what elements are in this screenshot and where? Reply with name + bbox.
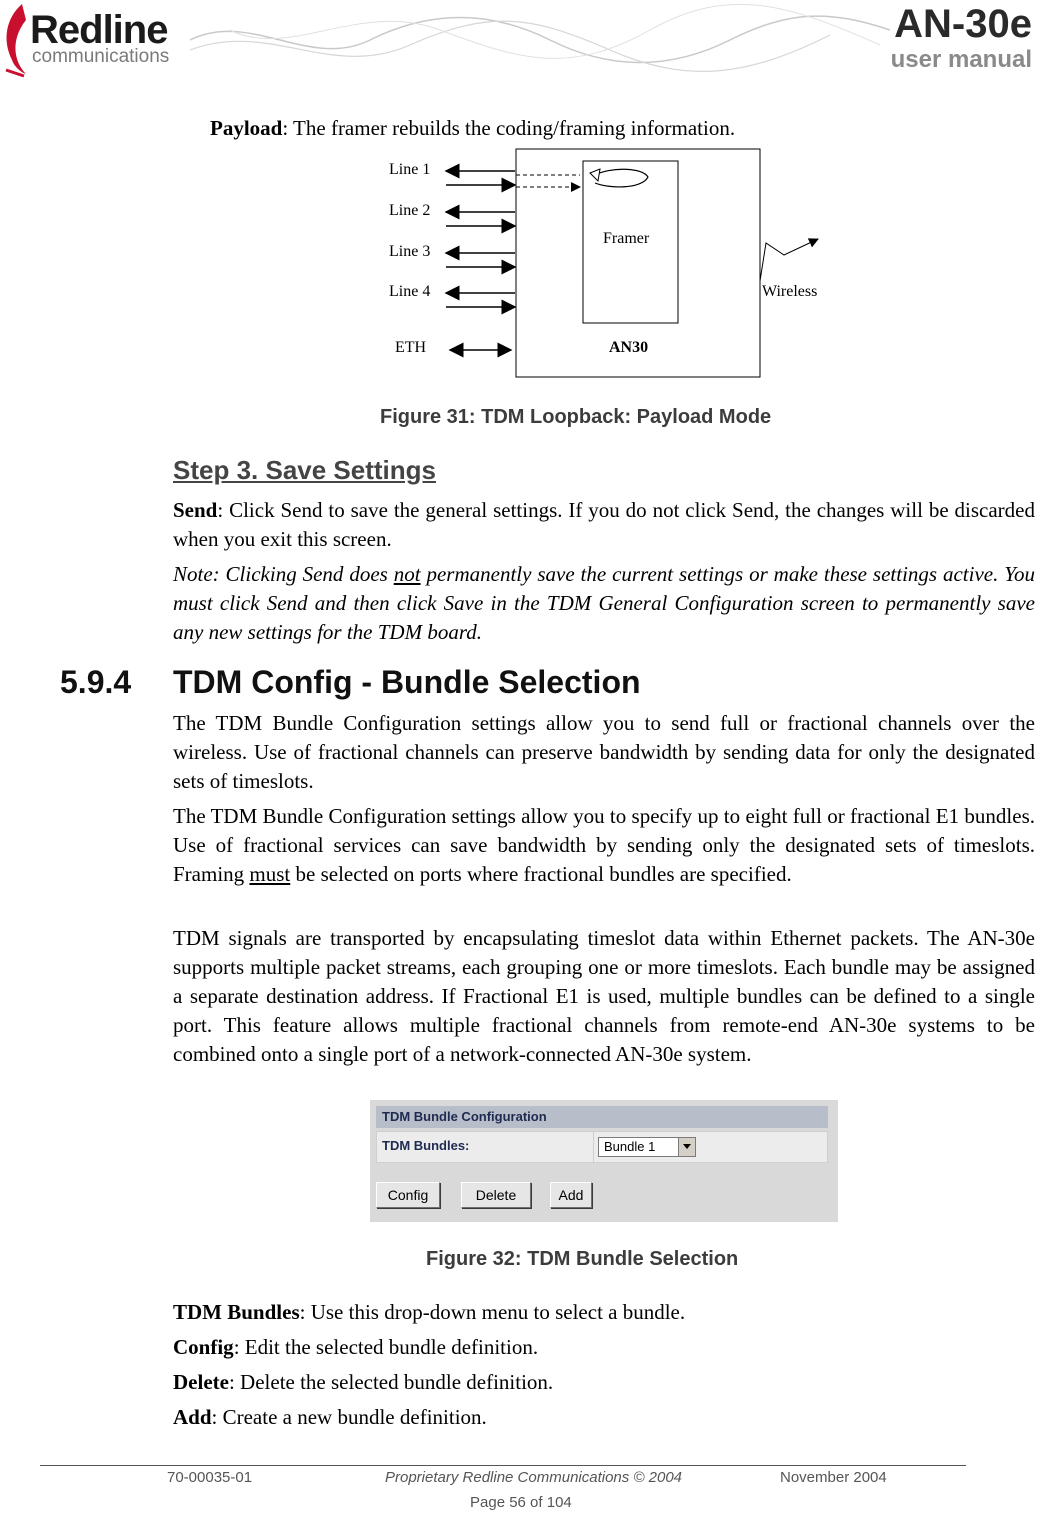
section-paragraph-1: The TDM Bundle Configuration settings allow you to send full or fractional channels over the wireless. Use of fractional channels can preserve bandwidth by sending data for only the designated sets of timeslots. [173,711,1035,793]
def-term: TDM Bundles [173,1300,300,1324]
def-term: Delete [173,1370,229,1394]
def-text: : Delete the selected bundle definition. [228,1370,554,1394]
def-text: : Use this drop-down menu to select a bundle. [299,1300,686,1324]
loopback-diagram [380,145,840,385]
footer-copyright-text: Proprietary Redline Communications © 2004 [385,1469,683,1486]
redline-logo [0,0,220,80]
diagram-line-1-label: Line 1 [389,161,431,178]
payload-paragraph [210,114,1010,143]
tdm-bundles-label: TDM Bundles: [382,1138,470,1153]
def-text: : Edit the selected bundle definition. [233,1335,539,1359]
diagram-framer-label: Framer [603,230,650,247]
diagram-line-3-label: Line 3 [389,243,431,260]
panel-title: TDM Bundle Configuration [376,1106,828,1128]
diagram-eth-label: ETH [395,339,427,356]
def-term: Add [173,1405,212,1429]
def-text: : Create a new bundle definition. [211,1405,487,1429]
row-divider [593,1132,594,1162]
send-term: Send [173,498,218,522]
footer-page-number: Page 56 of 104 [470,1494,572,1511]
brand-name: Redline [30,8,168,52]
manual-title: AN-30e [894,2,1032,46]
note-not: not [393,562,421,586]
brand-subtitle: communications [32,46,170,67]
add-button[interactable]: Add [550,1182,592,1208]
diagram-wireless-label: Wireless [762,283,818,300]
tdm-bundle-config-panel [370,1100,838,1222]
section-title: TDM Config - Bundle Selection [173,664,641,700]
figure-31-caption: Figure 31: TDM Loopback: Payload Mode [380,406,772,428]
section-paragraph-3: TDM signals are transported by encapsulating timeslot data within Ethernet packets. The AN-30e supports multiple packet streams, each grouping one or more timeslots. Each bundle may be assigned a separate destination address. If Fractional E1 is used, multiple bundles can be defined to a single port. This feature allows multiple fractional channels from remote-end AN-30e systems to be combined onto a single port of a network-connected AN-30e system. [173,926,1035,1066]
tdm-bundles-row [376,1131,828,1163]
tdm-bundles-select[interactable] [598,1137,696,1157]
p2-text-a: The TDM Bundle Configuration settings allow you to specify up to eight full or fractional E1 bundles. Use of fractional services can save bandwidth by sending only the designated sets of timeslots. Framing [173,804,1035,886]
def-term: Config [173,1335,234,1359]
def-tdm-bundles [173,1298,1035,1327]
header-waves-decoration [190,0,890,90]
def-config [173,1333,1035,1362]
section-paragraph-2 [173,802,1035,889]
payload-text: : The framer rebuilds the coding/framing information. [282,116,736,140]
send-paragraph [173,496,1035,554]
p2-text-b: be selected on ports where fractional bundles are specified. [290,862,792,886]
note-text-a: Note: Clicking Send does [173,562,394,586]
footer-divider [40,1465,966,1466]
payload-term: Payload [210,116,283,140]
diagram-line-4-label: Line 4 [389,283,431,300]
section-number: 5.9.4 [60,664,132,700]
step-3-heading: Step 3. Save Settings [173,455,436,485]
manual-subtitle: user manual [890,46,1032,73]
note-paragraph [173,560,1035,647]
footer-date: November 2004 [780,1469,887,1486]
footer-copyright [385,1469,682,1486]
figure-32-caption: Figure 32: TDM Bundle Selection [426,1248,739,1270]
diagram-an30-label: AN30 [609,339,649,356]
footer-doc-number: 70-00035-01 [167,1469,253,1486]
tdm-bundles-selected-value: Bundle 1 [604,1139,656,1154]
note-text-b: permanently save the current settings or make these settings active. You must click Send and then click Save in the TDM General Configuration screen to permanently save any new settings for the TDM board. [173,562,1035,644]
send-text: : Click Send to save the general settings. If you do not click Send, the changes will be discarded when you exit this screen. [173,498,1035,551]
p2-must: must [249,862,291,886]
config-button[interactable]: Config [376,1182,440,1208]
def-delete [173,1368,1035,1397]
chevron-down-icon[interactable] [678,1138,695,1156]
diagram-line-2-label: Line 2 [389,202,431,219]
def-add [173,1403,1035,1432]
delete-button[interactable]: Delete [461,1182,531,1208]
